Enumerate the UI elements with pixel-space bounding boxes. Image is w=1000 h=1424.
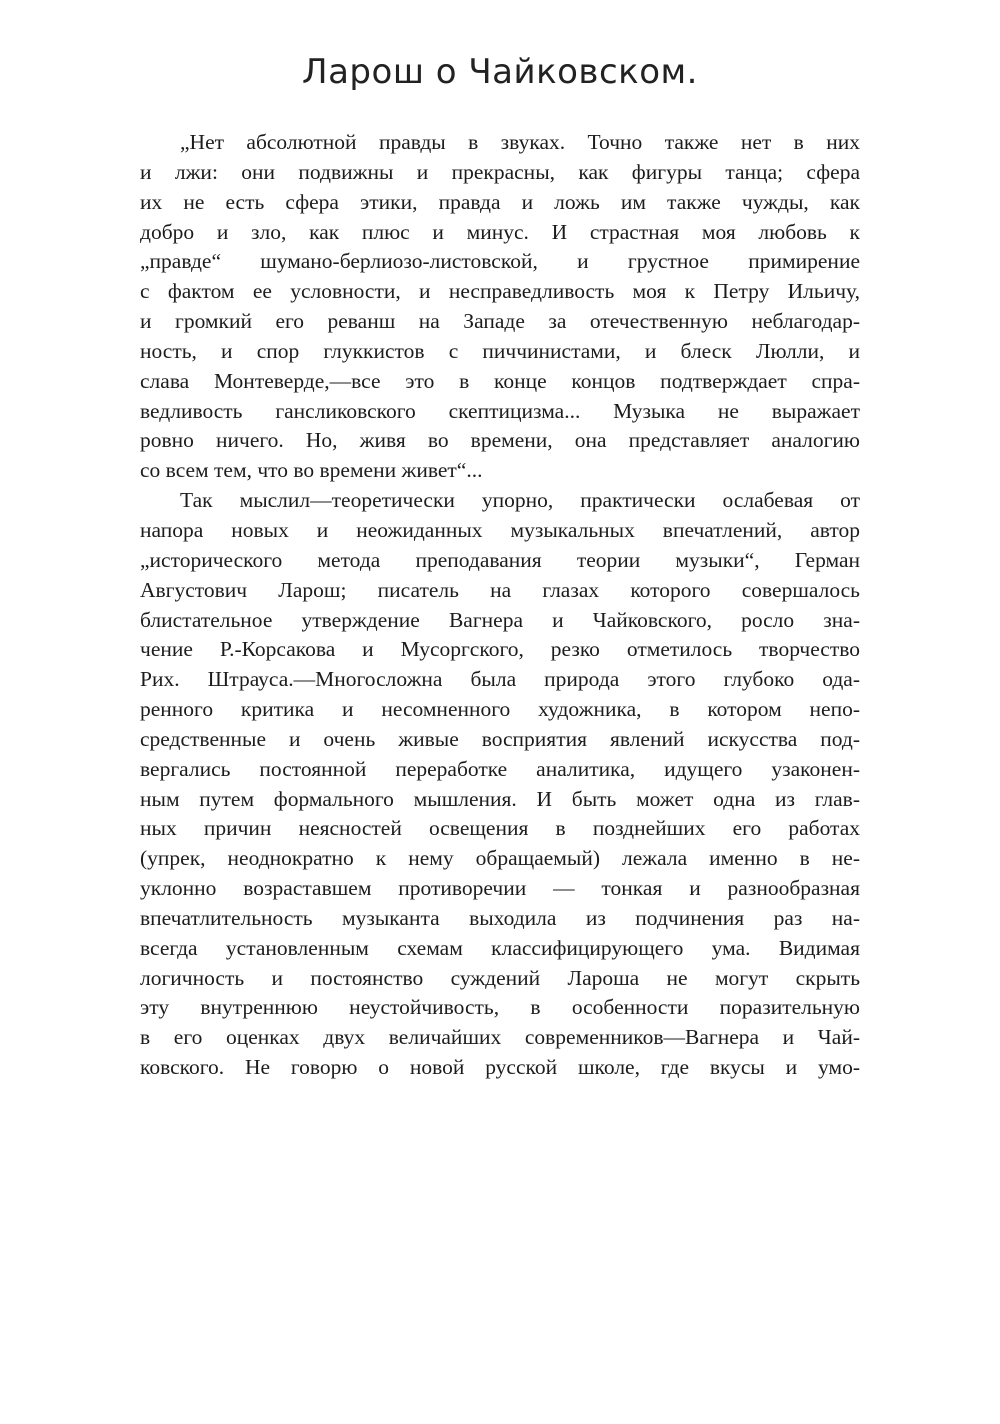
- text-line: добро и зло, как плюс и минус. И страстная моя любовь к: [140, 219, 860, 244]
- text-line: слава Монтеверде,—все это в конце концов подтверждает спра-: [140, 368, 860, 393]
- text-line: их не есть сфера этики, правда и ложь им также чужды, как: [140, 189, 860, 214]
- text-line: ность, и спор глуккистов с пиччинистами, и блеск Люлли, и: [140, 338, 860, 363]
- text-line: ренного критика и несомненного художника, в котором непо-: [140, 697, 860, 722]
- text-line: ных причин неясностей освещения в позднейших его работах: [140, 816, 860, 841]
- text-line: Рих. Штрауса.—Многосложна была природа этого глубоко ода-: [140, 667, 860, 692]
- text-line: и лжи: они подвижны и прекрасны, как фигуры танца; сфера: [140, 159, 860, 184]
- page-title: Ларош о Чайковском.: [302, 52, 698, 92]
- text-line: со всем тем, что во времени живет“...: [140, 458, 483, 483]
- text-line: „исторического метода преподавания теории музыки“, Герман: [140, 547, 860, 572]
- text-line: впечатлительность музыканта выходила из подчинения раз на-: [140, 905, 860, 930]
- text-line: напора новых и неожиданных музыкальных впечатлений, автор: [140, 517, 860, 542]
- text-line: всегда установленным схемам классифицирующего ума. Видимая: [140, 935, 860, 960]
- text-line: вергались постоянной переработке аналитика, идущего узаконен-: [140, 756, 860, 781]
- text-line: чение Р.-Корсакова и Мусоргского, резко отметилось творчество: [140, 637, 860, 662]
- text-line: Так мыслил—теоретически упорно, практически ослабевая от: [180, 488, 860, 513]
- body-text: [140, 128, 860, 1083]
- text-line: блистательное утверждение Вагнера и Чайковского, росло зна-: [140, 607, 860, 632]
- text-line: средственные и очень живые восприятия явлений искусства под-: [140, 726, 860, 751]
- text-line: „правде“ шумано-берлиозо-листовской, и грустное примирение: [140, 249, 860, 274]
- text-line: ковского. Не говорю о новой русской школе, где вкусы и умо-: [140, 1055, 860, 1080]
- text-line: ровно ничего. Но, живя во времени, она представляет аналогию: [140, 428, 860, 453]
- text-line: ным путем формального мышления. И быть может одна из глав-: [140, 786, 860, 811]
- paragraph-1: [140, 128, 860, 486]
- text-line: с фактом ее условности, и несправедливость моя к Петру Ильичу,: [140, 279, 860, 304]
- text-line: и громкий его реванш на Западе за отечественную неблагодар-: [140, 309, 860, 334]
- paragraph-2: [140, 486, 860, 1083]
- text-line: Августович Ларош; писатель на глазах которого совершалось: [140, 577, 860, 602]
- text-line: (упрек, неоднократно к нему обращаемый) лежала именно в не-: [140, 846, 860, 871]
- text-line: эту внутреннюю неустойчивость, в особенности поразительную: [140, 995, 860, 1020]
- text-line: в его оценках двух величайших современников—Вагнера и Чай-: [140, 1025, 860, 1050]
- text-line: логичность и постоянство суждений Лароша не могут скрыть: [140, 965, 860, 990]
- text-line: ведливость гансликовского скептицизма... Музыка не выражает: [140, 398, 860, 423]
- text-line: „Нет абсолютной правды в звуках. Точно также нет в них: [180, 130, 860, 154]
- text-line: уклонно возраставшем противоречии — тонкая и разнообразная: [140, 876, 860, 901]
